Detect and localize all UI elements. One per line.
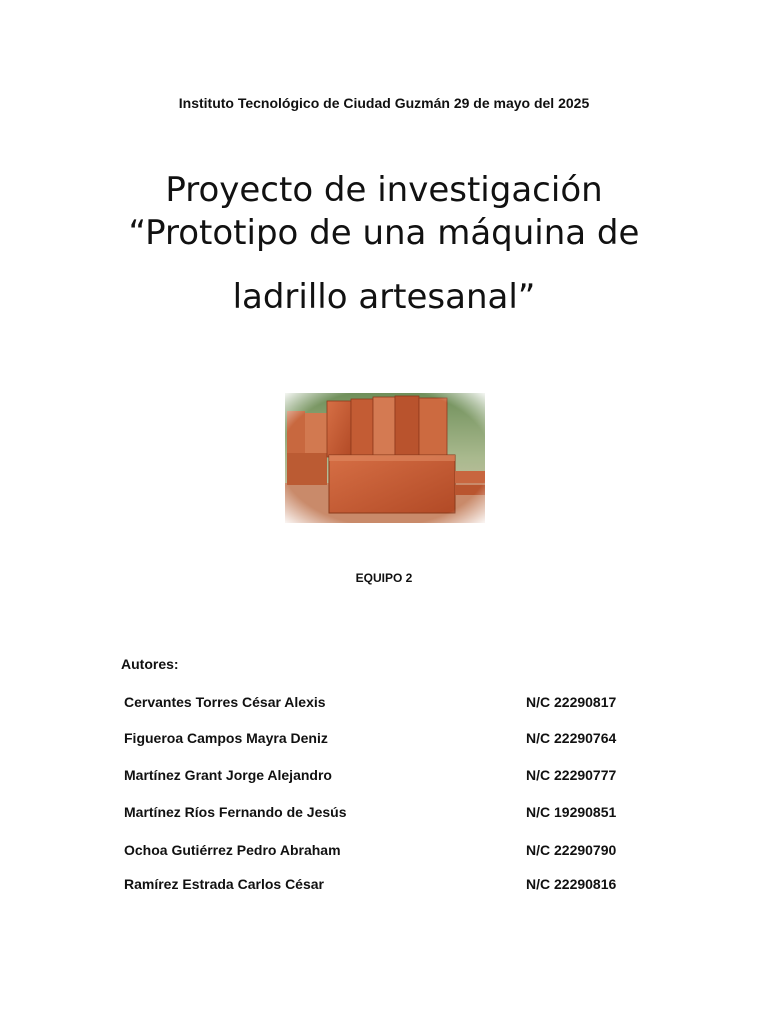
author-name: Cervantes Torres César Alexis — [124, 694, 326, 710]
author-name: Figueroa Campos Mayra Deniz — [124, 730, 328, 746]
author-control-number: N/C 22290790 — [526, 842, 617, 858]
title-line-2: “Prototipo de una máquina de — [128, 213, 640, 253]
author-name: Martínez Ríos Fernando de Jesús — [124, 804, 347, 820]
team-label: EQUIPO 2 — [355, 571, 413, 585]
author-name: Ramírez Estrada Carlos César — [124, 876, 324, 892]
author-control-number: N/C 22290816 — [526, 876, 617, 892]
author-control-number: N/C 22290817 — [526, 694, 617, 710]
institution-date-line: Instituto Tecnológico de Ciudad Guzmán 29 de mayo del 2025 — [178, 95, 590, 111]
author-name: Martínez Grant Jorge Alejandro — [124, 767, 332, 783]
bricks-photo — [285, 393, 485, 523]
title-line-1: Proyecto de investigación — [165, 170, 603, 210]
author-name: Ochoa Gutiérrez Pedro Abraham — [124, 842, 341, 858]
author-control-number: N/C 22290764 — [526, 730, 617, 746]
author-control-number: N/C 19290851 — [526, 804, 617, 820]
authors-label: Autores: — [121, 656, 179, 672]
title-line-3: ladrillo artesanal” — [232, 277, 536, 317]
author-control-number: N/C 22290777 — [526, 767, 617, 783]
